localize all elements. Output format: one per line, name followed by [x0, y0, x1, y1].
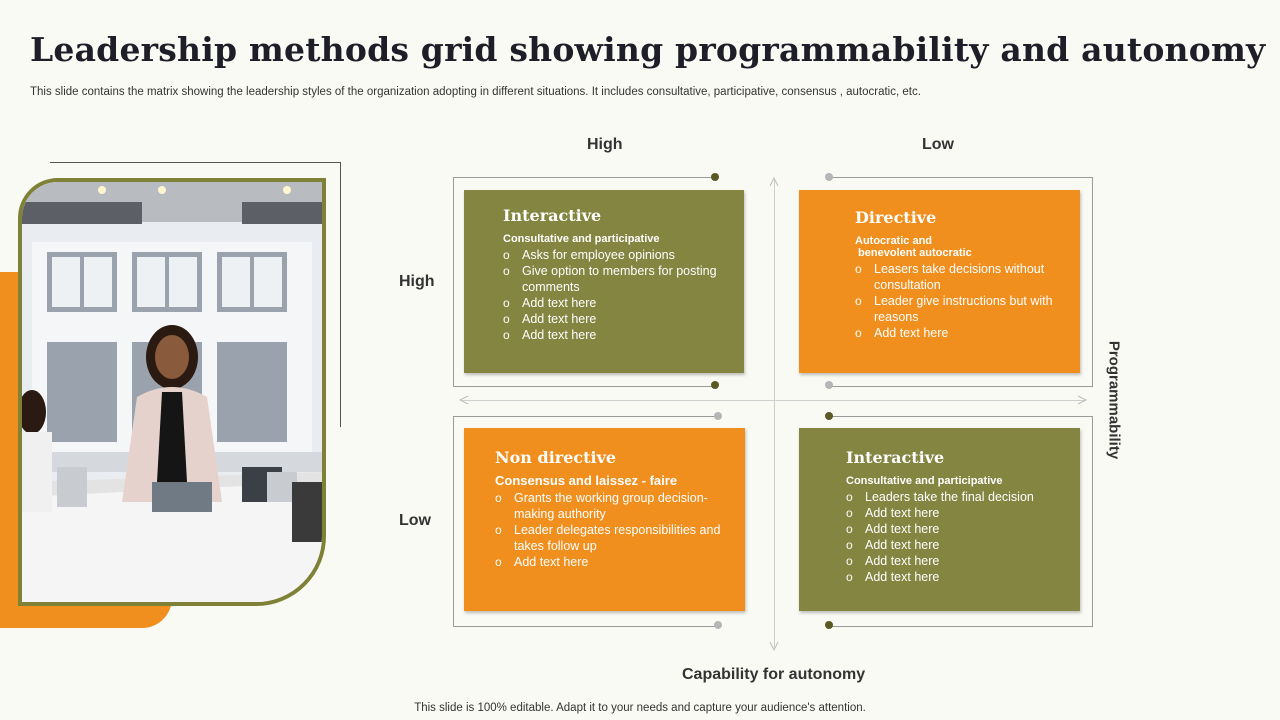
list-item: o Add text here [846, 553, 1060, 569]
quadrant-title: Non directive [495, 448, 617, 467]
slide-footer: This slide is 100% editable. Adapt it to your needs and capture your audience's attention. [414, 702, 866, 714]
list-item: o Add text here [846, 537, 1060, 553]
quadrant-title: Interactive [846, 448, 945, 467]
list-item: o Add text here [846, 521, 1060, 537]
connector-dot [825, 381, 833, 389]
quadrant-subtitle: Autocratic and [855, 235, 933, 247]
list-item: o Leasers take decisions without consultation [855, 261, 1060, 293]
axis-label-left-high: High [399, 273, 435, 290]
list-item: o Grants the working group decision-making authority [495, 490, 725, 522]
quadrant-subtitle: benevolent autocratic [855, 247, 972, 259]
axis-label-top-low: Low [922, 136, 954, 153]
list-item: o Add text here [503, 295, 724, 311]
quadrant-list [855, 261, 1060, 341]
list-item: o Add text here [846, 505, 1060, 521]
list-item: o Add text here [495, 554, 725, 570]
connector-dot [714, 621, 722, 629]
list-item: o Add text here [503, 311, 724, 327]
axis-label-top-high: High [587, 136, 623, 153]
list-item: o Add text here [855, 325, 1060, 341]
connector-dot [825, 412, 833, 420]
axis-label-programmability: Programmability [1105, 340, 1123, 460]
slide-title: Leadership methods grid showing programmability and autonomy [30, 30, 1266, 69]
connector-dot [714, 412, 722, 420]
quadrant-card-interactive-bottom [799, 428, 1080, 611]
quadrant-card-directive [799, 190, 1080, 373]
list-item: o Add text here [503, 327, 724, 343]
quadrant-card-interactive-top [464, 190, 744, 373]
quadrant-subtitle: Consensus and laissez - faire [495, 473, 678, 488]
quadrant-card-non-directive [464, 428, 745, 611]
quadrant-title: Directive [855, 208, 937, 227]
list-item: o Add text here [846, 569, 1060, 585]
list-item: o Asks for employee opinions [503, 247, 724, 263]
connector-dot [711, 381, 719, 389]
quadrant-subtitle: Consultative and participative [846, 475, 1003, 487]
list-item: o Leaders take the final decision [846, 489, 1060, 505]
quadrant-list [495, 490, 725, 570]
list-item: o Leader delegates responsibilities and takes follow up [495, 522, 725, 554]
connector-dot [825, 173, 833, 181]
axis-label-left-low: Low [399, 512, 431, 529]
quadrant-title: Interactive [503, 206, 602, 225]
quadrant-subtitle: Consultative and participative [503, 233, 660, 245]
connector-dot [711, 173, 719, 181]
axis-label-capability: Capability for autonomy [682, 666, 866, 683]
quadrant-list [846, 489, 1060, 585]
connector-dot [825, 621, 833, 629]
list-item: o Give option to members for posting comments [503, 263, 724, 295]
slide-subtitle: This slide contains the matrix showing the leadership styles of the organization adopting in different situations. It includes consultative, participative, consensus , autocratic, etc. [30, 86, 921, 98]
quadrant-list [503, 247, 724, 343]
list-item: o Leader give instructions but with reasons [855, 293, 1060, 325]
